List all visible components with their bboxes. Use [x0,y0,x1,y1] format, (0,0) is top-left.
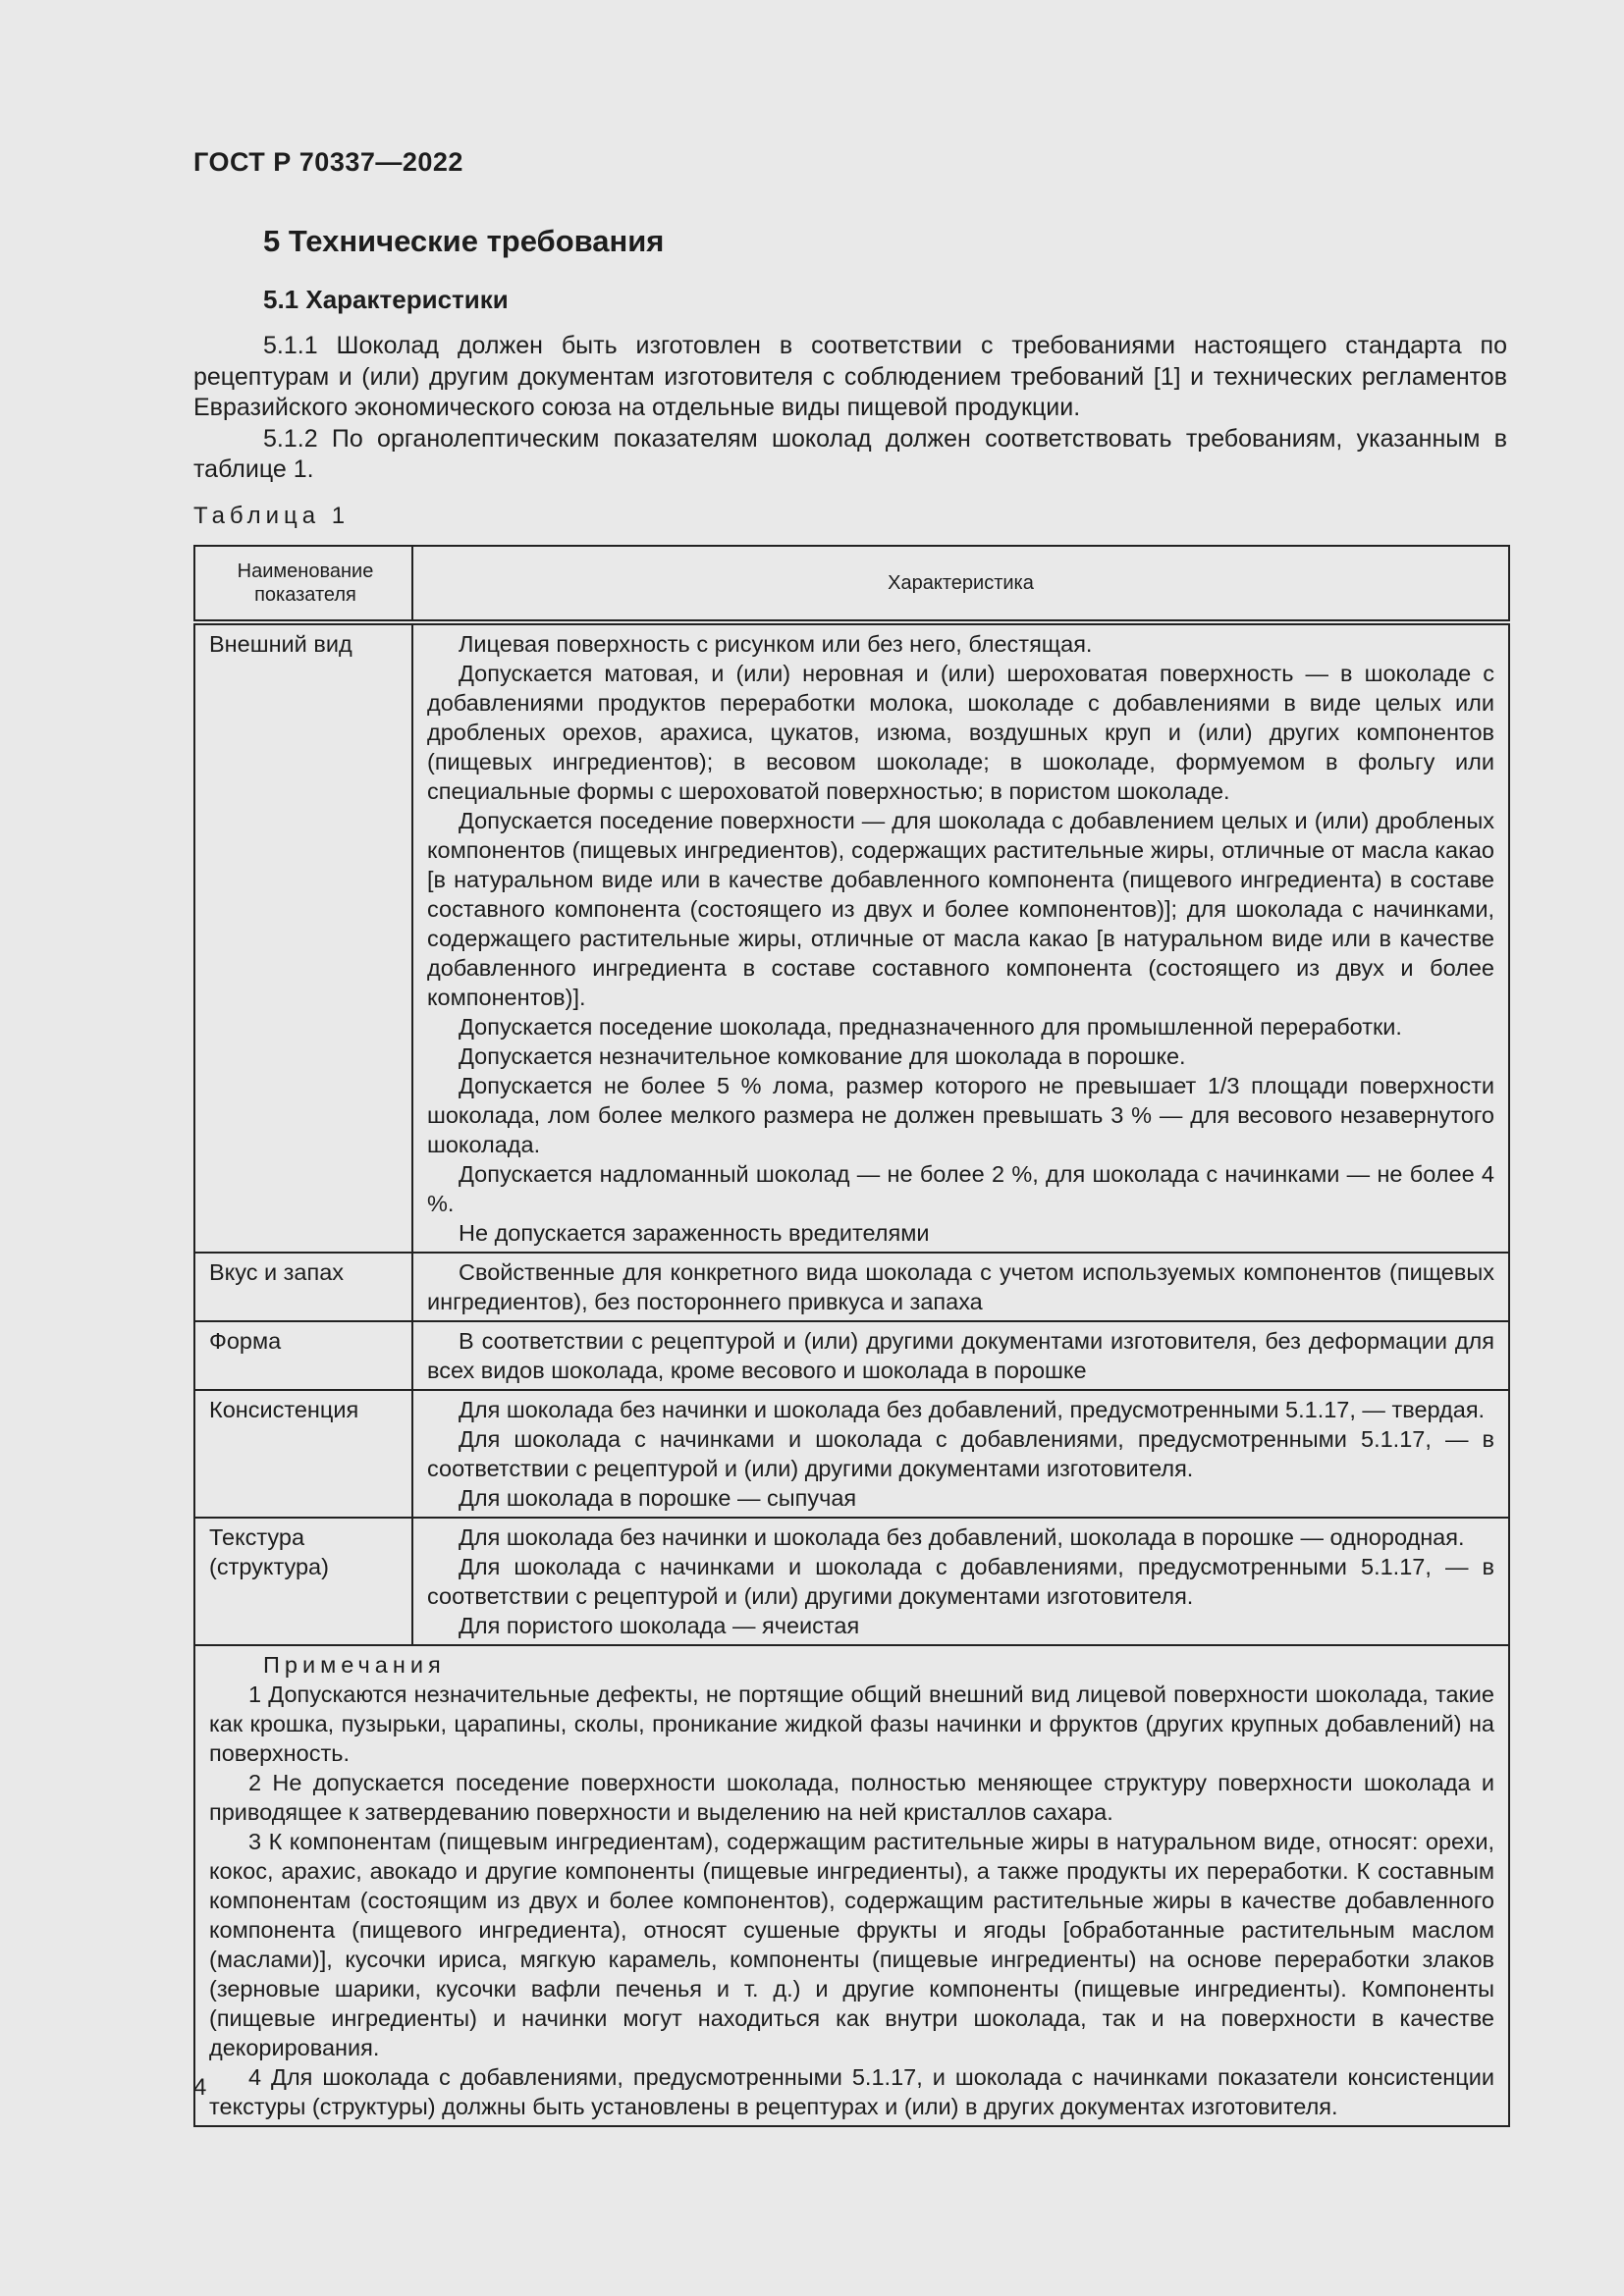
notes-row [194,1645,1509,2126]
row-line: Допускается поседение поверхности — для шоколада с добавлением целых и (или) дробленых компонентов (пищевых ингредиентов), содержащих растительные жиры, отличные от масла какао [в натуральном виде или в качестве добавленного компонента (пищевого ингредиента) в составе составного компонента (состоящего из двух и более компонентов)]; для шоколада с начинками, содержащего растительные жиры, отличные от масла какао [в натуральном виде или в качестве добавленного ингредиента в составе составного компонента (состоящего из двух и более компонентов)]. [427,808,1494,1010]
row-line: Лицевая поверхность с рисунком или без него, блестящая. [459,631,1093,657]
subsection-title: 5.1 Характеристики [263,285,509,314]
section-title: 5 Технические требования [263,224,665,258]
table-header-row [194,546,1509,622]
row-description [412,1390,1509,1518]
row-name: Консистенция [194,1390,412,1518]
note-item: 1 Допускаются незначительные дефекты, не портящие общий внешний вид лицевой поверхности шоколада, такие как крошка, пузырьки, царапины, сколы, проникание жидкой фазы начинки и фруктов (других крупных добавлений) на поверхность. [209,1682,1494,1766]
row-line: Допускается надломанный шоколад — не более 2 %, для шоколада с начинками — не более 4 %. [427,1161,1494,1216]
row-name: Текстура (структура) [194,1518,412,1645]
table-row [194,1390,1509,1518]
row-description [412,1253,1509,1321]
characteristics-table [193,545,1510,2127]
row-line: Допускается не более 5 % лома, размер которого не превышает 1/3 площади поверхности шоколада, лом более мелкого размера не должен превышать 3 % — для весового незавернутого шоколада. [427,1073,1494,1157]
row-line: Для шоколада в порошке — сыпучая [459,1485,857,1511]
row-name: Внешний вид [194,622,412,1253]
table-caption: Таблица 1 [193,503,351,529]
notes-cell [194,1645,1509,2126]
row-line: В соответствии с рецептурой и (или) другими документами изготовителя, без деформации для всех видов шоколада, кроме весового и шоколада в порошке [427,1328,1494,1383]
row-line: Для шоколада без начинки и шоколада без добавлений, шоколада в порошке — однородная. [459,1524,1465,1550]
row-line: Допускается поседение шоколада, предназначенного для промышленной переработки. [459,1014,1402,1040]
row-name: Вкус и запах [194,1253,412,1321]
table-row [194,1518,1509,1645]
row-description [412,1518,1509,1645]
page-number: 4 [193,2074,207,2101]
row-line: Для шоколада с начинками и шоколада с добавлениями, предусмотренными 5.1.17, — в соответствии с рецептурой и (или) другими документами изготовителя. [427,1554,1494,1609]
row-line: Не допускается зараженность вредителями [459,1220,930,1246]
header-desc: Характеристика [412,546,1509,622]
note-item: 3 К компонентам (пищевым ингредиентам), содержащим растительные жиры в натуральном виде, относят: орехи, кокос, арахис, авокадо и другие компоненты (пищевые ингредиенты), а также продукты их переработки. К составным компонентам (состоящим из двух и более компонентов), содержащим растительные жиры в качестве добавленного компонента (пищевого ингредиента), относят сушеные фрукты и ягоды [обработанные растительным маслом (маслами)], кусочки ириса, мягкую карамель, компоненты (пищевые ингредиенты) на основе переработки злаков (зерновые шарики, кусочки вафли печенья и т. д.) и другие компоненты (пищевые ингредиенты). Компоненты (пищевые ингредиенты) и начинки могут находиться как внутри шоколада, так и на поверхности в качестве декорирования. [209,1829,1494,2060]
table-row [194,622,1509,1253]
paragraph-5-1-2: 5.1.2 По органолептическим показателям шоколад должен соответствовать требованиям, указанным в таблице 1. [193,424,1507,483]
notes-title: Примечания [263,1652,446,1678]
row-line: Допускается матовая, и (или) неровная и (или) шероховатая поверхность — в шоколаде с добавлениями продуктов переработки молока, шоколаде с добавлениями в виде целых или дробленых орехов, арахиса, цукатов, изюма, воздушных круп и (или) других компонентов (пищевых ингредиентов); в весовом шоколаде; в шоколаде, формуемом в фольгу или специальные формы с шероховатой поверхностью; в пористом шоколаде. [427,661,1494,804]
row-description [412,622,1509,1253]
table-row [194,1253,1509,1321]
header-name: Наименование показателя [194,546,412,622]
row-line: Для шоколада с начинками и шоколада с добавлениями, предусмотренными 5.1.17, — в соответствии с рецептурой и (или) другими документами изготовителя. [427,1426,1494,1481]
document-code: ГОСТ Р 70337—2022 [193,147,463,177]
row-line: Для пористого шоколада — ячеистая [459,1613,860,1638]
row-description [412,1321,1509,1390]
body-text [193,331,1507,486]
note-item: 4 Для шоколада с добавлениями, предусмотренными 5.1.17, и шоколада с начинками показатели консистенции текстуры (структуры) должны быть установлены в рецептурах и (или) в других документах изготовителя. [209,2064,1494,2119]
row-line: Свойственные для конкретного вида шоколада с учетом используемых компонентов (пищевых ингредиентов), без постороннего привкуса и запаха [427,1259,1494,1314]
row-line: Для шоколада без начинки и шоколада без добавлений, предусмотренными 5.1.17, — твердая. [459,1397,1486,1422]
table-row [194,1321,1509,1390]
note-item: 2 Не допускается поседение поверхности шоколада, полностью меняющее структуру поверхности шоколада и приводящее к затвердеванию поверхности и выделению на ней кристаллов сахара. [209,1770,1494,1825]
paragraph-5-1-1: 5.1.1 Шоколад должен быть изготовлен в соответствии с требованиями настоящего стандарта по рецептурам и (или) другим документам изготовителя с соблюдением требований [1] и технических регламентов Евразийского экономического союза на отдельные виды пищевой продукции. [193,332,1507,421]
row-name: Форма [194,1321,412,1390]
row-line: Допускается незначительное комкование для шоколада в порошке. [459,1043,1186,1069]
